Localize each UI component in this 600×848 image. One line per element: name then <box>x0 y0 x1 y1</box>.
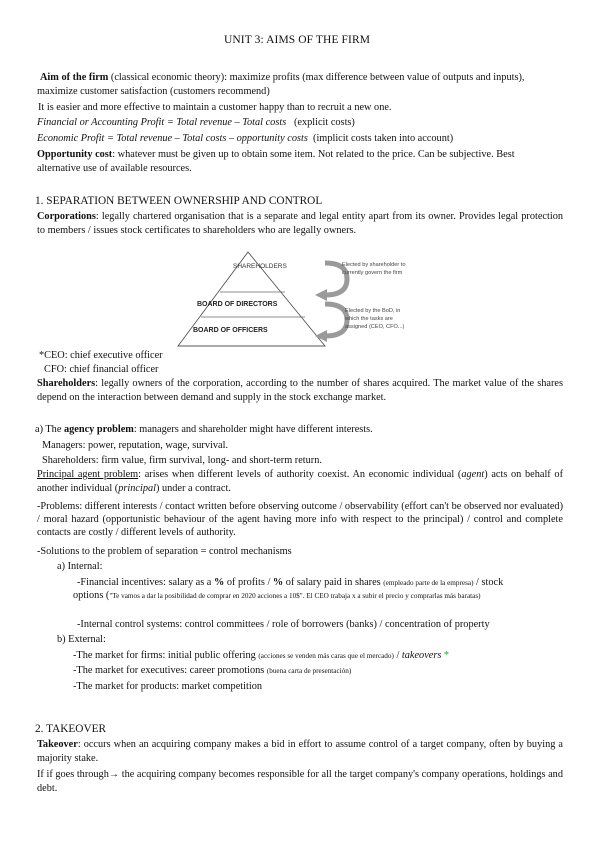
section1-heading: 1. SEPARATION BETWEEN OWNERSHIP AND CONTROL <box>35 195 323 207</box>
internal-label: a) Internal: <box>57 561 103 572</box>
external-label: b) External: <box>57 634 106 645</box>
aim-line: Aim of the firm (classical economic theory): maximize profits (max difference between value of outputs and inputs), <box>40 72 525 83</box>
internal-control-line: -Internal control systems: control committees / role of borrowers (banks) / concentration of property <box>77 619 490 630</box>
opportunity-cost-cont: alternative use of available resources. <box>37 163 192 174</box>
note1-line1: Elected by shareholder to <box>342 262 406 268</box>
note2-line2: which the tasks are <box>345 316 393 322</box>
market-for-executives-line: -The market for executives: career promotions (buena carta de presentación) <box>73 665 352 676</box>
opportunity-cost-line: Opportunity cost: whatever must be given up to obtain some item. Not related to the price. Can be subjective. Best <box>37 149 515 160</box>
managers-interests: Managers: power, reputation, wage, survival. <box>42 440 229 451</box>
page-title: UNIT 3: AIMS OF THE FIRM <box>224 34 371 46</box>
pyramid-directors-label: BOARD OF DIRECTORS <box>197 301 278 308</box>
note1-line2: currently govern the firm <box>342 270 403 276</box>
elected-arrow-top-head <box>315 289 327 301</box>
cfo-definition: CFO: chief financial officer <box>44 364 159 375</box>
market-for-products-line: -The market for products: market competition <box>73 681 262 692</box>
if-goes-through-paragraph: If if goes through→ the acquiring company becomes responsible for all the target company's company operations, holdings and debt. <box>37 769 563 794</box>
governance-pyramid-diagram <box>175 249 450 349</box>
section2-heading: 2. TAKEOVER <box>35 723 107 735</box>
financial-incentives-line: -Financial incentives: salary as a % of profits / % of salary paid in shares (empleado parte de la empresa) / stock <box>77 577 504 588</box>
solutions-line: -Solutions to the problem of separation = control mechanisms <box>37 546 292 557</box>
elected-arrow-bottom <box>325 304 347 336</box>
pyramid-shareholders-label: SHAREHOLDERS <box>233 263 287 270</box>
aim-line-cont: maximize customer satisfaction (customers recommend) <box>37 86 270 97</box>
ceo-definition: *CEO: chief executive officer <box>39 350 163 361</box>
shareholders-interests: Shareholders: firm value, firm survival, long- and short-term return. <box>42 455 322 466</box>
shareholders-paragraph: Shareholders: legally owners of the corporation, according to the number of shares acquired. The market value of the shares depend on the interaction between demand and supply in the stock exchange market. <box>37 378 563 403</box>
corporations-paragraph: Corporations: legally chartered organisation that is a separate and legal entity apart from its owner. Provides legal protection to members / issues stock certificates to shareholders who are legally owners. <box>37 211 563 236</box>
market-for-firms-line: -The market for firms: initial public offering (acciones se venden más caras que el mercado) / takeovers * <box>73 650 450 661</box>
problems-paragraph: -Problems: different interests / contact written before observing outcome / observability (effort can't be observed nor evaluated) / moral hazard (opportunistic behaviour of the agent having more info with respect to the principal) / control and complete contacts are costly / different levels of authority. <box>37 501 563 539</box>
stock-options-line: options ("Te vamos a dar la posibilidad de comprar en 2020 acciones a 10$". El CEO trabaja x a subir el precio y comprarlas más baratas) <box>73 590 481 601</box>
economic-profit-line: Economic Profit = Total revenue – Total costs – opportunity costs (implicit costs taken into account) <box>37 133 454 144</box>
agency-problem-line: a) The agency problem: managers and shareholder might have different interests. <box>35 424 373 435</box>
takeover-paragraph: Takeover: occurs when an acquiring company makes a bid in effort to assume control of a target company, often by buying a majority stake. <box>37 739 563 764</box>
principal-agent-paragraph: Principal agent problem: arises when different levels of authority coexist. An economic individual (agent) acts on behalf of another individual (principal) under a contract. <box>37 469 563 494</box>
pyramid-officers-label: BOARD OF OFFICERS <box>193 327 268 334</box>
customer-line: It is easier and more effective to maintain a customer happy than to recruit a new one. <box>38 102 392 113</box>
financial-profit-line: Financial or Accounting Profit = Total revenue – Total costs (explicit costs) <box>37 117 355 128</box>
note2-line1: Elected by the BoD, in <box>345 308 401 314</box>
note2-line3: assigned (CEO, CFO...) <box>345 324 405 330</box>
elected-arrow-bottom-head <box>315 330 327 342</box>
